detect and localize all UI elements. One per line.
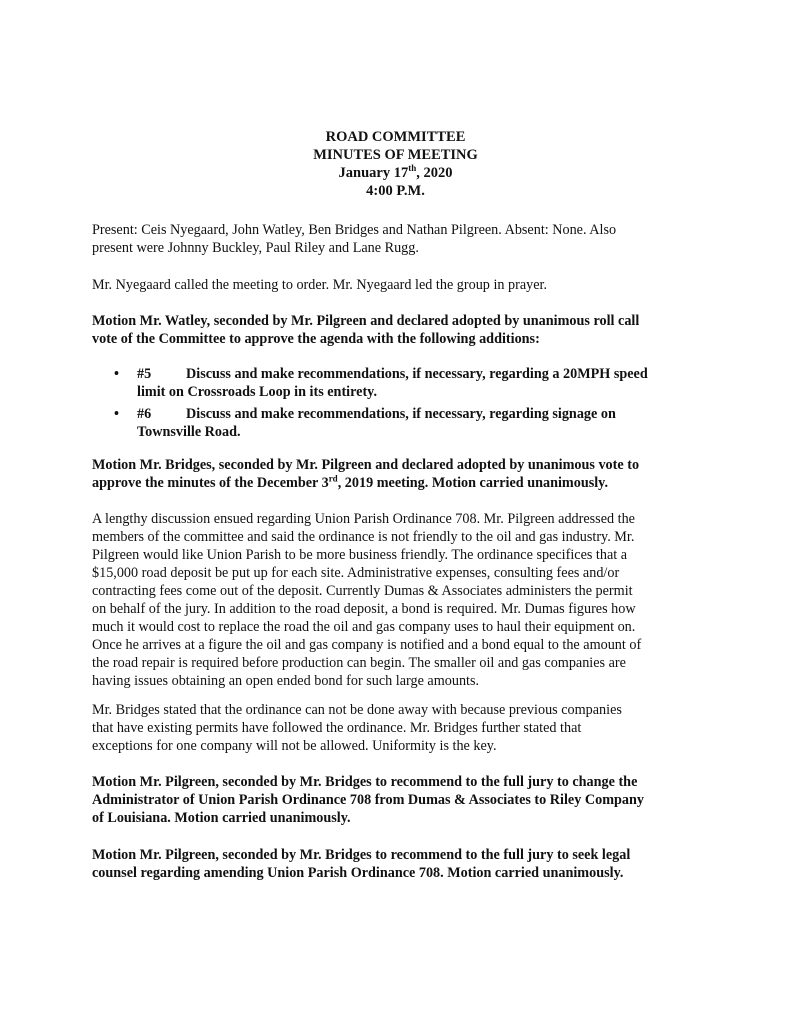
administrator-motion-paragraph <box>92 773 712 827</box>
motion-line: Motion Mr. Pilgreen, seconded by Mr. Bridges to recommend to the full jury to change the <box>92 774 638 790</box>
bullet-icon: • <box>114 406 119 422</box>
meeting-time: 4:00 P.M. <box>366 183 425 199</box>
discussion-line: Once he arrives at a figure the oil and gas company is notified and a bond equal to the amount of <box>92 637 642 653</box>
call-to-order-text: Mr. Nyegaard called the meeting to order. Mr. Nyegaard led the group in prayer. <box>92 277 548 293</box>
discussion-line: much it would cost to replace the road the oil and gas company uses to haul their equipment on. <box>92 619 636 635</box>
attendance-line-2: present were Johnny Buckley, Paul Riley and Lane Rugg. <box>92 240 419 256</box>
discussion-line: on behalf of the jury. In addition to the road deposit, a bond is required. Mr. Dumas figures how <box>92 601 636 617</box>
call-to-order-paragraph <box>92 276 712 294</box>
discussion-line: having issues obtaining an open ended bond for such large amounts. <box>92 673 480 689</box>
document-header <box>0 128 791 200</box>
attendance-line-1: Present: Ceis Nyegaard, John Watley, Ben Bridges and Nathan Pilgreen. Absent: None. Also <box>92 222 617 238</box>
attendance-paragraph <box>92 221 712 257</box>
committee-title: ROAD COMMITTEE <box>325 129 466 145</box>
discussion-line: $15,000 road deposit be put up for each site. Administrative expenses, consulting fees and/or <box>92 565 620 581</box>
item-text-line-2: Townsville Road. <box>137 424 241 440</box>
discussion-line: members of the committee and said the ordinance is not friendly to the oil and gas industry. Mr. <box>92 529 635 545</box>
statement-line: that have existing permits have followed the ordinance. Mr. Bridges further stated that <box>92 720 582 736</box>
list-item <box>92 405 712 441</box>
agenda-additions-list <box>92 365 712 445</box>
motion-line: Motion Mr. Pilgreen, seconded by Mr. Bridges to recommend to the full jury to seek legal <box>92 847 631 863</box>
bridges-statement-paragraph <box>92 701 712 755</box>
motion-line: counsel regarding amending Union Parish Ordinance 708. Motion carried unanimously. <box>92 865 624 881</box>
statement-line: Mr. Bridges stated that the ordinance can not be done away with because previous companies <box>92 702 622 718</box>
discussion-line: contracting fees come out of the deposit. Currently Dumas & Associates administers the permit <box>92 583 633 599</box>
discussion-paragraph <box>92 510 712 690</box>
item-number: #5 <box>137 366 152 382</box>
minutes-motion-paragraph <box>92 456 712 492</box>
agenda-motion-line-2: vote of the Committee to approve the agenda with the following additions: <box>92 331 540 347</box>
meeting-date: January 17th, 2020 <box>338 163 453 181</box>
agenda-motion-paragraph <box>92 312 712 348</box>
item-text-line-2: limit on Crossroads Loop in its entirety. <box>137 384 378 400</box>
item-text-line-1: Discuss and make recommendations, if necessary, regarding signage on <box>186 406 616 422</box>
item-text-line-1: Discuss and make recommendations, if necessary, regarding a 20MPH speed <box>186 366 648 382</box>
agenda-motion-line-1: Motion Mr. Watley, seconded by Mr. Pilgreen and declared adopted by unanimous roll call <box>92 313 640 329</box>
discussion-line: A lengthy discussion ensued regarding Union Parish Ordinance 708. Mr. Pilgreen addressed the <box>92 511 635 527</box>
minutes-motion-line-2: approve the minutes of the December 3rd, 2019 meeting. Motion carried unanimously. <box>92 473 609 491</box>
minutes-title: MINUTES OF MEETING <box>313 147 478 163</box>
list-item <box>92 365 712 401</box>
minutes-motion-line-1: Motion Mr. Bridges, seconded by Mr. Pilgreen and declared adopted by unanimous vote to <box>92 457 640 473</box>
item-number: #6 <box>137 406 152 422</box>
statement-line: exceptions for one company will not be allowed. Uniformity is the key. <box>92 738 497 754</box>
legal-counsel-motion-paragraph <box>92 846 712 882</box>
motion-line: Administrator of Union Parish Ordinance 708 from Dumas & Associates to Riley Company <box>92 792 644 808</box>
motion-line: of Louisiana. Motion carried unanimously. <box>92 810 351 826</box>
discussion-line: Pilgreen would like Union Parish to be more business friendly. The ordinance specifices that a <box>92 547 628 563</box>
bullet-icon: • <box>114 366 119 382</box>
discussion-line: the road repair is required before production can begin. The smaller oil and gas companies are <box>92 655 626 671</box>
